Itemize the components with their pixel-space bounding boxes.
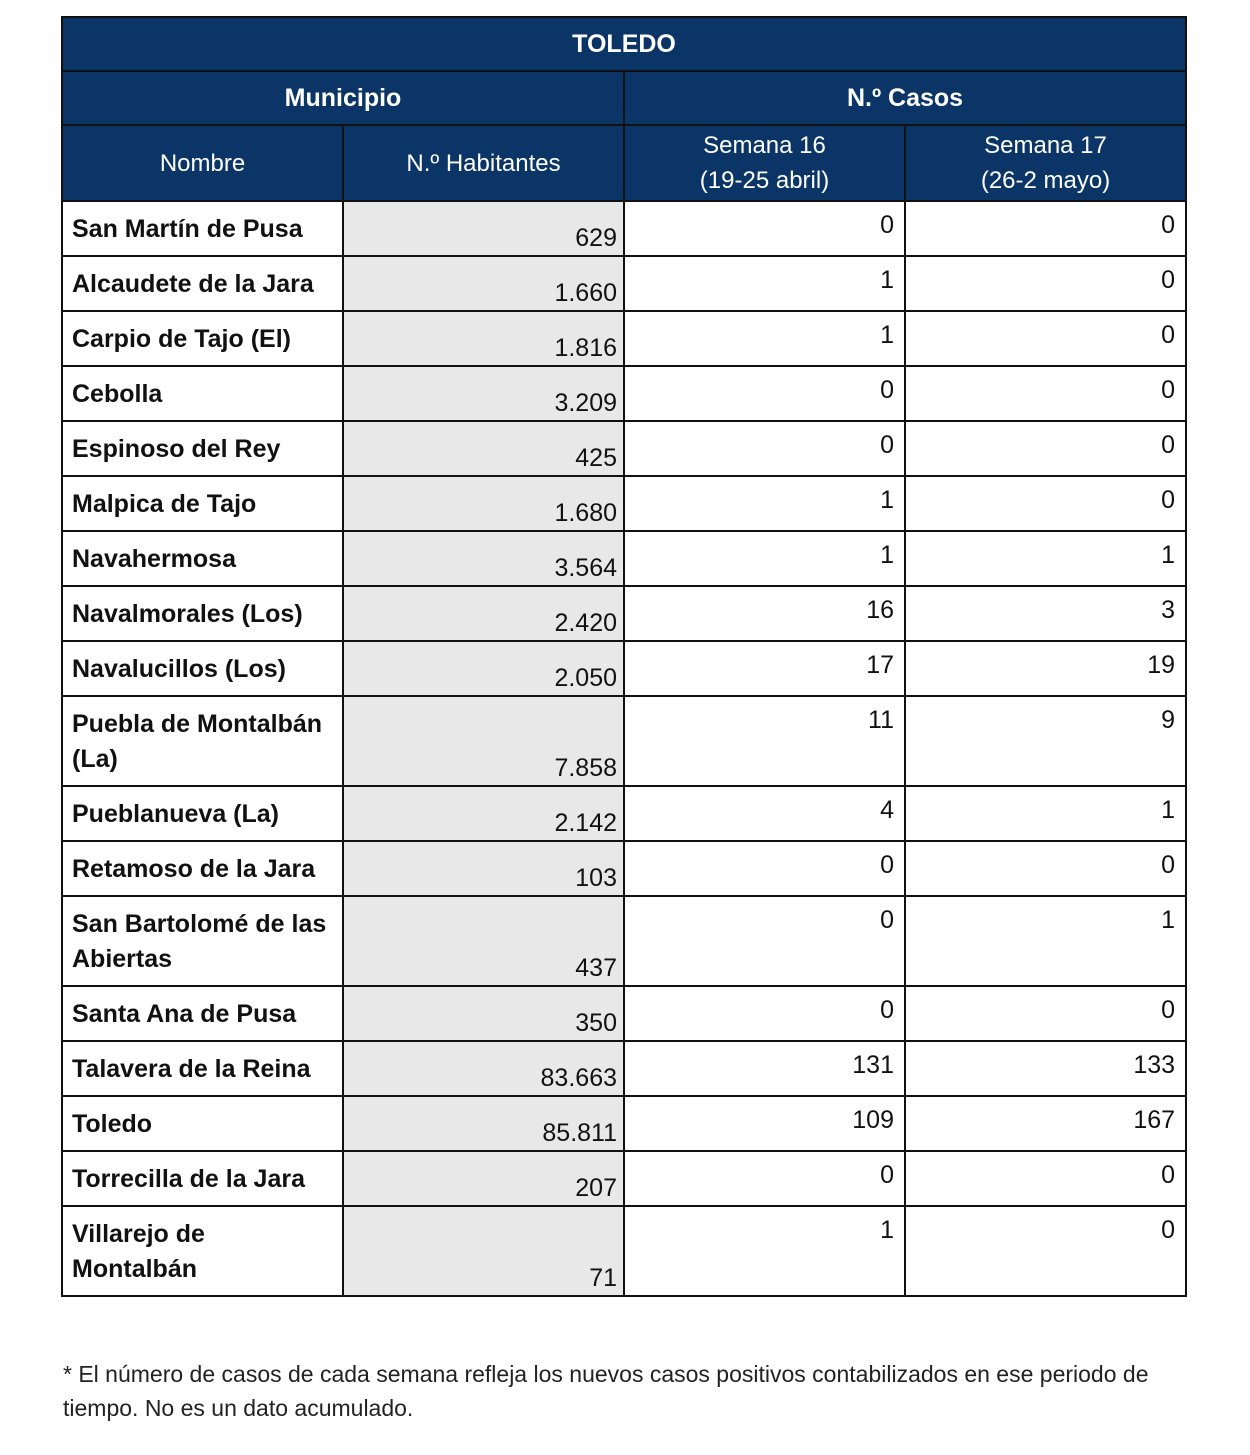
casos-semana-17: 0 — [905, 1151, 1186, 1206]
casos-semana-17: 0 — [905, 1206, 1186, 1296]
municipio-nombre: Carpio de Tajo (El) — [62, 311, 343, 366]
table-row — [62, 586, 1186, 641]
municipio-nombre: Alcaudete de la Jara — [62, 256, 343, 311]
table-title: TOLEDO — [62, 17, 1186, 71]
table-row — [62, 366, 1186, 421]
municipio-nombre: San Bartolomé de las Abiertas — [62, 896, 343, 986]
cases-table-container — [61, 16, 1185, 1297]
table-header — [62, 17, 1186, 201]
table-row — [62, 641, 1186, 696]
casos-semana-17: 167 — [905, 1096, 1186, 1151]
casos-semana-16: 0 — [624, 201, 905, 256]
group-header-municipio: Municipio — [62, 71, 624, 125]
municipio-habitantes: 1.660 — [343, 256, 624, 311]
municipio-habitantes: 85.811 — [343, 1096, 624, 1151]
casos-semana-17: 0 — [905, 311, 1186, 366]
semana-16-label: Semana 16 — [703, 132, 826, 159]
casos-semana-17: 3 — [905, 586, 1186, 641]
municipio-nombre: Talavera de la Reina — [62, 1041, 343, 1096]
casos-semana-16: 0 — [624, 986, 905, 1041]
column-header-habitantes: N.º Habitantes — [343, 125, 624, 201]
municipio-habitantes: 2.142 — [343, 786, 624, 841]
municipio-habitantes: 1.816 — [343, 311, 624, 366]
casos-semana-16: 4 — [624, 786, 905, 841]
table-row — [62, 311, 1186, 366]
municipio-habitantes: 7.858 — [343, 696, 624, 786]
casos-semana-16: 0 — [624, 366, 905, 421]
casos-semana-16: 0 — [624, 421, 905, 476]
municipio-nombre: Cebolla — [62, 366, 343, 421]
casos-semana-16: 1 — [624, 476, 905, 531]
municipio-habitantes: 3.209 — [343, 366, 624, 421]
footnote: * El número de casos de cada semana refleja los nuevos casos positivos contabilizados en ese periodo de tiempo. No es un dato acumulado. — [63, 1361, 1149, 1421]
table-row — [62, 1151, 1186, 1206]
table-row — [62, 841, 1186, 896]
table-row — [62, 256, 1186, 311]
municipio-nombre: Puebla de Montalbán (La) — [62, 696, 343, 786]
casos-semana-17: 1 — [905, 531, 1186, 586]
municipio-nombre: San Martín de Pusa — [62, 201, 343, 256]
table-row — [62, 201, 1186, 256]
table-row — [62, 986, 1186, 1041]
casos-semana-17: 0 — [905, 476, 1186, 531]
table-body — [62, 201, 1186, 1296]
semana-17-label: Semana 17 — [984, 132, 1107, 159]
municipio-nombre: Retamoso de la Jara — [62, 841, 343, 896]
column-header-semana-17 — [905, 125, 1186, 201]
table-row — [62, 786, 1186, 841]
municipio-nombre: Villarejo de Montalbán — [62, 1206, 343, 1296]
municipio-habitantes: 629 — [343, 201, 624, 256]
semana-16-dates: (19-25 abril) — [699, 167, 830, 194]
municipio-nombre: Pueblanueva (La) — [62, 786, 343, 841]
casos-semana-16: 1 — [624, 256, 905, 311]
municipio-habitantes: 1.680 — [343, 476, 624, 531]
casos-semana-17: 0 — [905, 366, 1186, 421]
municipio-nombre: Espinoso del Rey — [62, 421, 343, 476]
casos-semana-16: 11 — [624, 696, 905, 786]
casos-semana-17: 9 — [905, 696, 1186, 786]
casos-semana-17: 0 — [905, 421, 1186, 476]
municipio-nombre: Santa Ana de Pusa — [62, 986, 343, 1041]
table-row — [62, 531, 1186, 586]
municipio-habitantes: 2.420 — [343, 586, 624, 641]
semana-17-dates: (26-2 mayo) — [980, 167, 1111, 194]
column-header-semana-16 — [624, 125, 905, 201]
casos-semana-16: 16 — [624, 586, 905, 641]
casos-semana-16: 1 — [624, 531, 905, 586]
casos-semana-17: 0 — [905, 841, 1186, 896]
column-header-nombre: Nombre — [62, 125, 343, 201]
municipio-habitantes: 207 — [343, 1151, 624, 1206]
casos-semana-16: 0 — [624, 896, 905, 986]
municipio-nombre: Navahermosa — [62, 531, 343, 586]
table-row — [62, 696, 1186, 786]
municipio-habitantes: 103 — [343, 841, 624, 896]
municipio-habitantes: 425 — [343, 421, 624, 476]
municipio-habitantes: 83.663 — [343, 1041, 624, 1096]
casos-semana-17: 19 — [905, 641, 1186, 696]
casos-semana-16: 1 — [624, 1206, 905, 1296]
table-row — [62, 421, 1186, 476]
table-row — [62, 1041, 1186, 1096]
municipio-habitantes: 3.564 — [343, 531, 624, 586]
casos-semana-16: 0 — [624, 1151, 905, 1206]
casos-semana-17: 1 — [905, 786, 1186, 841]
municipio-nombre: Navalucillos (Los) — [62, 641, 343, 696]
group-header-casos: N.º Casos — [624, 71, 1186, 125]
casos-semana-17: 1 — [905, 896, 1186, 986]
casos-semana-16: 17 — [624, 641, 905, 696]
casos-semana-17: 0 — [905, 201, 1186, 256]
table-row — [62, 1096, 1186, 1151]
table-row — [62, 476, 1186, 531]
cases-table — [61, 16, 1187, 1297]
municipio-habitantes: 350 — [343, 986, 624, 1041]
table-row — [62, 1206, 1186, 1296]
casos-semana-17: 133 — [905, 1041, 1186, 1096]
casos-semana-17: 0 — [905, 256, 1186, 311]
municipio-habitantes: 437 — [343, 896, 624, 986]
casos-semana-17: 0 — [905, 986, 1186, 1041]
municipio-nombre: Navalmorales (Los) — [62, 586, 343, 641]
casos-semana-16: 1 — [624, 311, 905, 366]
casos-semana-16: 131 — [624, 1041, 905, 1096]
table-row — [62, 896, 1186, 986]
municipio-nombre: Torrecilla de la Jara — [62, 1151, 343, 1206]
casos-semana-16: 109 — [624, 1096, 905, 1151]
municipio-nombre: Toledo — [62, 1096, 343, 1151]
municipio-nombre: Malpica de Tajo — [62, 476, 343, 531]
casos-semana-16: 0 — [624, 841, 905, 896]
municipio-habitantes: 71 — [343, 1206, 624, 1296]
municipio-habitantes: 2.050 — [343, 641, 624, 696]
